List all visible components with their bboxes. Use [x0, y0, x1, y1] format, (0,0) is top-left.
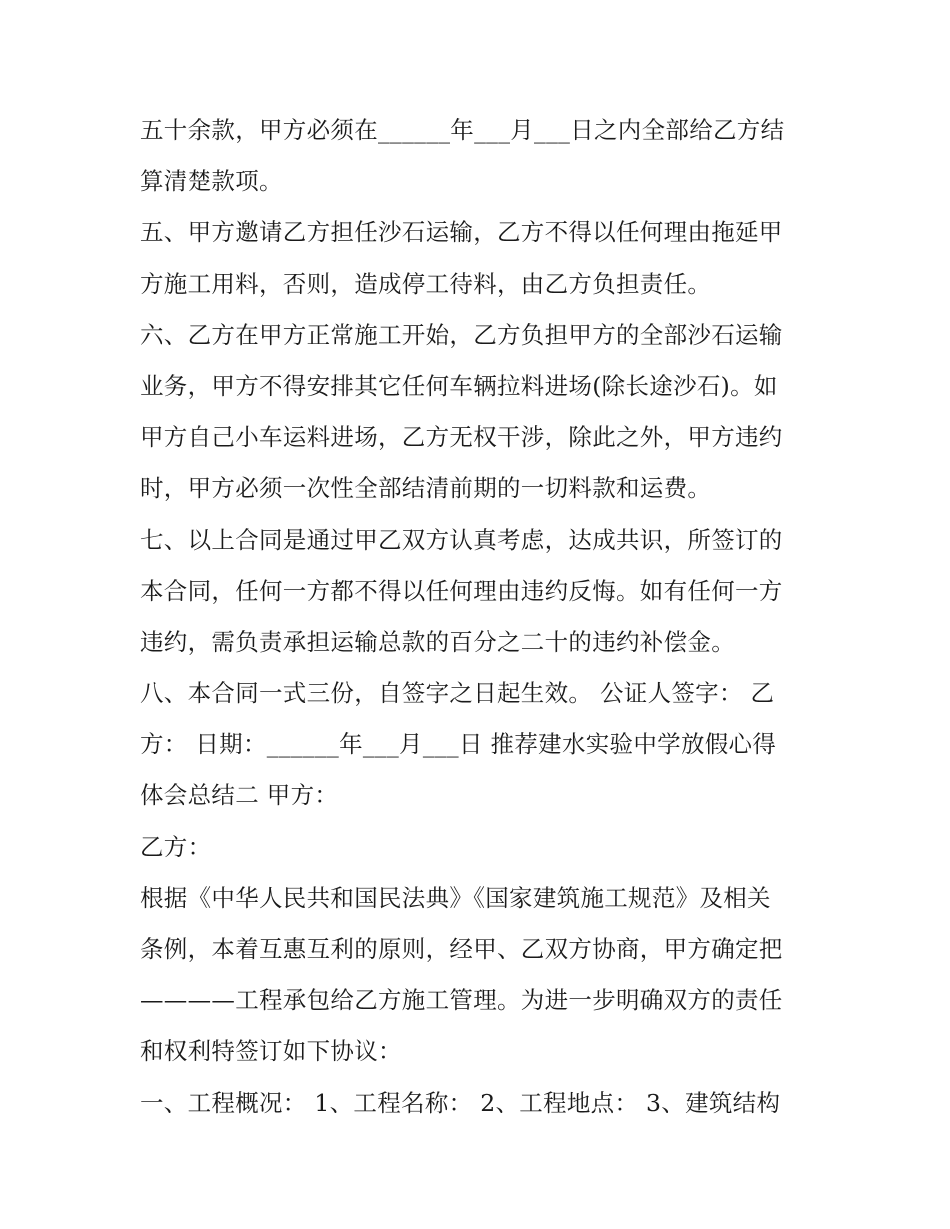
- text-line: ————工程承包给乙方施工管理。为进一步明确双方的责任: [140, 986, 783, 1015]
- text-line: 乙方：: [140, 832, 212, 861]
- text-line: 五、甲方邀请乙方担任沙石运输，乙方不得以任何理由拖延甲: [140, 218, 783, 247]
- text-line: 一、工程概况： 1、工程名称： 2、工程地点： 3、建筑结构: [140, 1088, 781, 1117]
- text-line: 五十余款，甲方必须在______年___月___日之内全部给乙方结: [140, 116, 785, 144]
- text-line: 违约，需负责承担运输总款的百分之二十的违约补偿金。: [140, 627, 735, 656]
- text-line: 方施工用料，否则，造成停工待料，由乙方负担责任。: [140, 269, 712, 298]
- text-line: 条例，本着互惠互利的原则，经甲、乙双方协商，甲方确定把: [140, 935, 783, 963]
- text-line: 本合同，任何一方都不得以任何理由违约反悔。如有任何一方: [140, 576, 783, 605]
- text-line: 业务，甲方不得安排其它任何车辆拉料进场(除长途沙石)。如: [140, 371, 778, 400]
- text-line: 六、乙方在甲方正常施工开始，乙方负担甲方的全部沙石运输: [140, 320, 783, 349]
- text-line: 和权利特签订如下协议：: [140, 1037, 402, 1066]
- text-line: 七、以上合同是通过甲乙双方认真考虑，达成共识，所签订的: [140, 525, 783, 554]
- text-line: 根据《中华人民共和国民法典》《国家建筑施工规范》及相关: [140, 883, 771, 912]
- text-line: 方： 日期：______年___月___日 推荐建水实验中学放假心得: [140, 730, 777, 759]
- text-line: 时，甲方必须一次性全部结清前期的一切料款和运费。: [140, 474, 712, 503]
- text-line: 甲方自己小车运料进场，乙方无权干涉，除此之外，甲方违约: [140, 423, 783, 452]
- text-line: 体会总结二 甲方：: [140, 781, 339, 810]
- document-body: [140, 105, 820, 1129]
- text-line: 八、本合同一式三份，自签字之日起生效。 公证人签字： 乙: [140, 679, 775, 708]
- text-line: 算清楚款项。: [140, 167, 283, 196]
